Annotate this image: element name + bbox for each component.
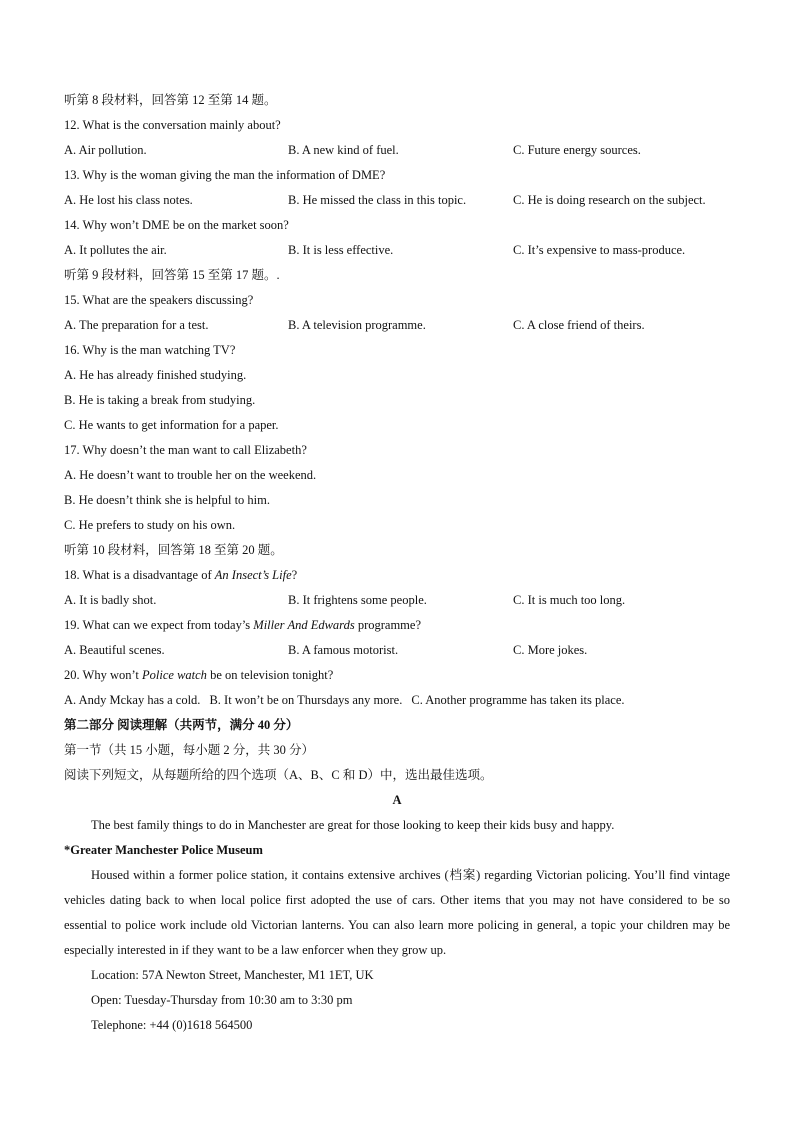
option-18-a: A. It is badly shot. bbox=[64, 593, 157, 607]
question-13: 13. Why is the woman giving the man the information of DME? bbox=[64, 168, 386, 182]
reading-instruction: 阅读下列短文，从每题所给的四个选项（A、B、C 和 D）中，选出最佳选项。 bbox=[64, 768, 493, 782]
option-13-a: A. He lost his class notes. bbox=[64, 193, 193, 207]
question-20 bbox=[64, 663, 730, 688]
option-12-a: A. Air pollution. bbox=[64, 143, 147, 157]
options-12 bbox=[64, 138, 730, 163]
museum-location: Location: 57A Newton Street, Manchester, M1 1ET, UK bbox=[91, 968, 374, 982]
option-15-b: B. A television programme. bbox=[288, 318, 426, 332]
option-19-a: A. Beautiful scenes. bbox=[64, 643, 165, 657]
option-17-c: C. He prefers to study on his own. bbox=[64, 518, 236, 532]
passage-body: Housed within a former police station, it contains extensive archives (档案) regarding Victorian policing. You’ll find vintage vehicles dating back to when local police first adopted the use of cars. Other items that you may not have considered to be so essential to police work include old Victorian lanterns. You can also learn more policing in general, a topic your children may be especially interested in if they want to be a law enforcer when they grow up. bbox=[64, 868, 730, 957]
section-header-9: 听第 9 段材料，回答第 15 至第 17 题。. bbox=[64, 268, 280, 282]
option-16-a: A. He has already finished studying. bbox=[64, 368, 247, 382]
option-12-c: C. Future energy sources. bbox=[513, 143, 641, 157]
passage-label: A bbox=[392, 793, 402, 807]
options-20 bbox=[64, 688, 730, 713]
section-header-10: 听第 10 段材料，回答第 18 至第 20 题。 bbox=[64, 543, 283, 557]
question-12: 12. What is the conversation mainly about? bbox=[64, 118, 281, 132]
question-20-title: Police watch bbox=[142, 668, 207, 682]
option-16-b: B. He is taking a break from studying. bbox=[64, 393, 256, 407]
question-18-end: ? bbox=[291, 568, 298, 582]
option-14-a: A. It pollutes the air. bbox=[64, 243, 167, 257]
question-20-text: 20. Why won’t bbox=[64, 668, 143, 682]
option-15-a: A. The preparation for a test. bbox=[64, 318, 209, 332]
question-19-text: 19. What can we expect from today’s bbox=[64, 618, 254, 632]
option-14-c: C. It’s expensive to mass-produce. bbox=[513, 243, 686, 257]
document-page bbox=[64, 88, 730, 1038]
question-19 bbox=[64, 613, 730, 638]
question-17: 17. Why doesn’t the man want to call Elizabeth? bbox=[64, 443, 307, 457]
question-14: 14. Why won’t DME be on the market soon? bbox=[64, 218, 289, 232]
option-12-b: B. A new kind of fuel. bbox=[288, 143, 399, 157]
option-16-c: C. He wants to get information for a paper. bbox=[64, 418, 279, 432]
passage-intro: The best family things to do in Manchester are great for those looking to keep their kids busy and happy. bbox=[91, 818, 615, 832]
museum-telephone: Telephone: +44 (0)1618 564500 bbox=[91, 1018, 253, 1032]
question-20-end: be on television tonight? bbox=[206, 668, 334, 682]
option-17-a: A. He doesn’t want to trouble her on the weekend. bbox=[64, 468, 317, 482]
option-14-b: B. It is less effective. bbox=[288, 243, 394, 257]
part-two-title: 第二部分 阅读理解（共两节，满分 40 分） bbox=[64, 718, 299, 732]
question-18 bbox=[64, 563, 730, 588]
options-19 bbox=[64, 638, 730, 663]
question-15: 15. What are the speakers discussing? bbox=[64, 293, 254, 307]
section-header-8: 听第 8 段材料，回答第 12 至第 14 题。 bbox=[64, 93, 277, 107]
option-17-b: B. He doesn’t think she is helpful to him. bbox=[64, 493, 271, 507]
option-13-b: B. He missed the class in this topic. bbox=[288, 193, 467, 207]
option-15-c: C. A close friend of theirs. bbox=[513, 318, 645, 332]
museum-open-hours: Open: Tuesday-Thursday from 10:30 am to 3:30 pm bbox=[91, 993, 353, 1007]
question-18-text: 18. What is a disadvantage of bbox=[64, 568, 215, 582]
passage-heading: *Greater Manchester Police Museum bbox=[64, 843, 263, 857]
option-20-b: B. It won’t be on Thursdays any more. bbox=[209, 693, 403, 707]
option-13-c: C. He is doing research on the subject. bbox=[513, 193, 706, 207]
options-15 bbox=[64, 313, 730, 338]
options-13 bbox=[64, 188, 730, 213]
option-19-c: C. More jokes. bbox=[513, 643, 588, 657]
question-16: 16. Why is the man watching TV? bbox=[64, 343, 236, 357]
options-14 bbox=[64, 238, 730, 263]
section-one-title: 第一节（共 15 小题，每小题 2 分，共 30 分） bbox=[64, 743, 315, 757]
option-20-a: A. Andy Mckay has a cold. bbox=[64, 693, 201, 707]
question-19-title: Miller And Edwards bbox=[253, 618, 355, 632]
option-19-b: B. A famous motorist. bbox=[288, 643, 399, 657]
options-18 bbox=[64, 588, 730, 613]
question-18-title: An Insect’s Life bbox=[214, 568, 292, 582]
option-18-b: B. It frightens some people. bbox=[288, 593, 427, 607]
option-18-c: C. It is much too long. bbox=[513, 593, 626, 607]
question-19-end: programme? bbox=[354, 618, 421, 632]
option-20-c: C. Another programme has taken its place. bbox=[411, 693, 625, 707]
